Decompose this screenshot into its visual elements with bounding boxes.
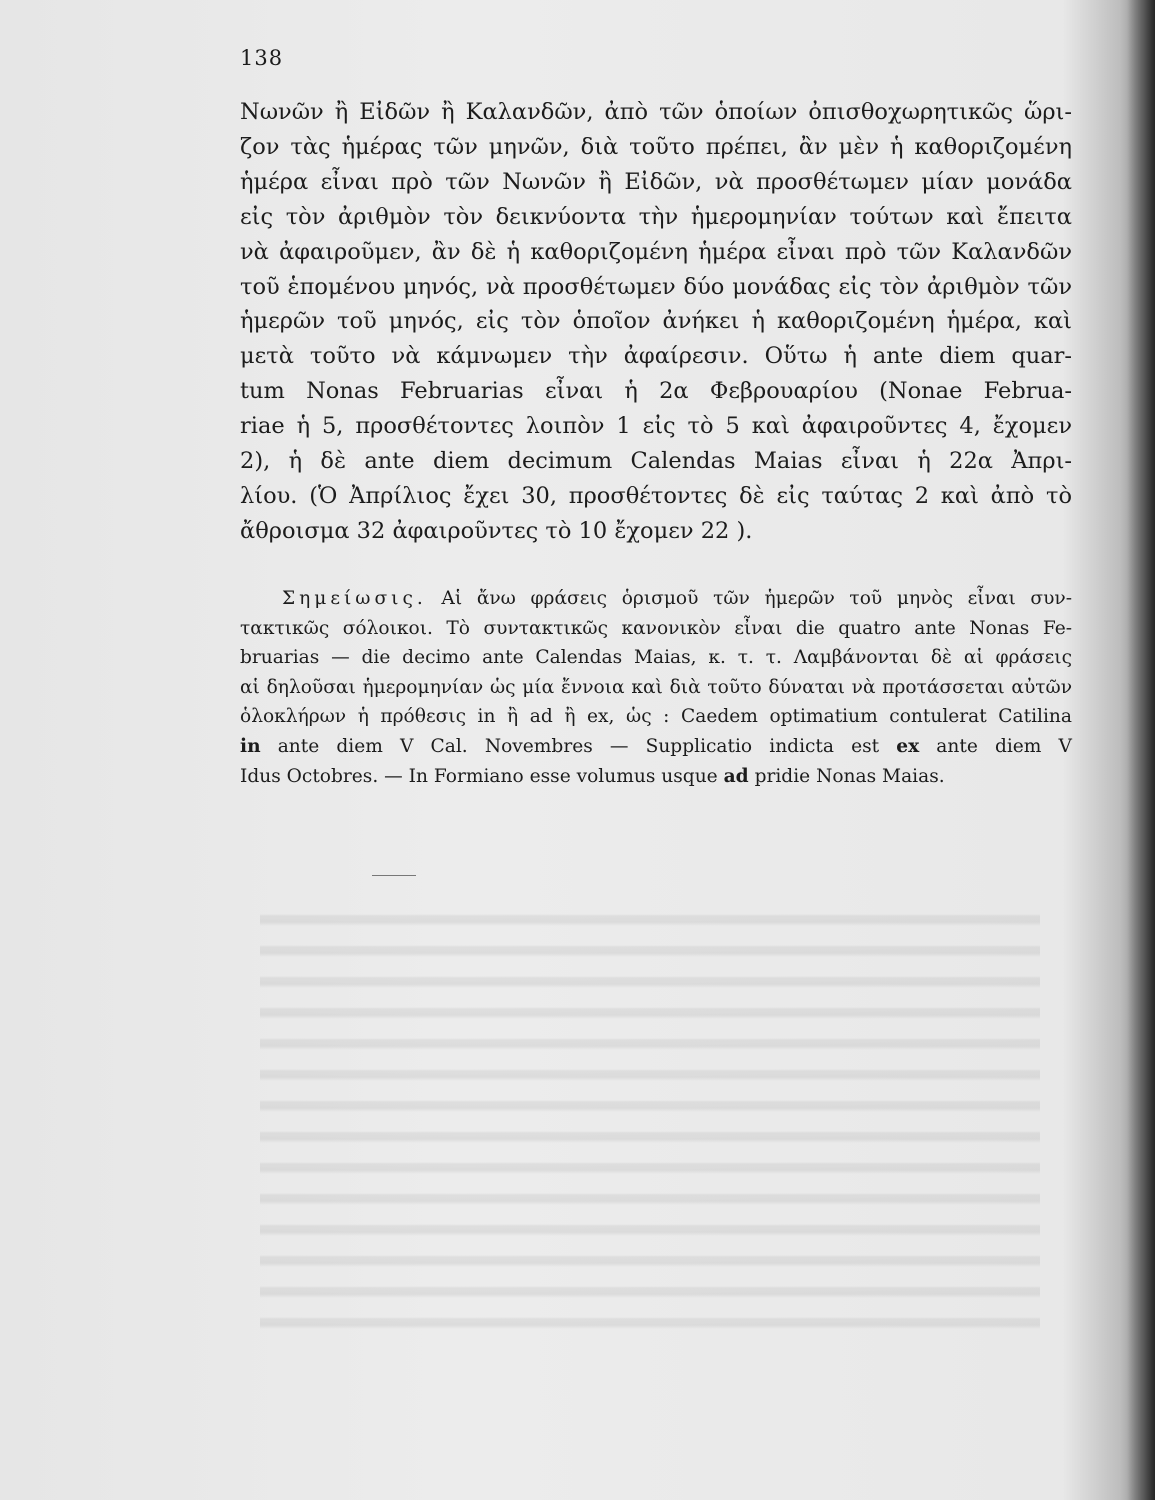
note-text: Αἱ ἄνω φράσεις ὁρισμοῦ τῶν ἡμερῶν τοῦ μηνὸς εἶναι συν- xyxy=(426,588,1072,609)
text-line: Νωνῶν ἢ Εἰδῶν ἢ Καλανδῶν, ἀπὸ τῶν ὁποίων ὀπισθοχωρητικῶς ὥρι- xyxy=(240,99,1072,125)
note-text: ante diem V Cal. Novembres — Supplicatio indicta est xyxy=(260,735,897,757)
note-line xyxy=(240,584,1072,614)
note-line: αἱ δηλοῦσαι ἡμερομηνίαν ὡς μία ἔννοια καὶ διὰ τοῦτο δύναται νὰ προτάσσεται αὐτῶν xyxy=(240,676,1072,698)
text-line: ἡμέρα εἶναι πρὸ τῶν Νωνῶν ἢ Εἰδῶν, νὰ προσθέτωμεν μίαν μονάδα xyxy=(240,168,1072,195)
bold-preposition: ad xyxy=(723,765,749,787)
note-line: τακτικῶς σόλοικοι. Τὸ συντακτικῶς κανονικὸν εἶναι die quatro ante Nonas Fe- xyxy=(240,617,1072,639)
note-paragraph xyxy=(240,584,1072,791)
note-line: ὁλοκλήρων ἡ πρόθεσις in ἢ ad ἢ ex, ὡς : Caedem optimatium contulerat Catilina xyxy=(240,706,1072,728)
text-line: ἡμερῶν τοῦ μηνός, εἰς τὸν ὁποῖον ἀνήκει ἡ καθοριζομένη ἡμέρα, καὶ xyxy=(240,308,1072,335)
note-line xyxy=(240,732,1072,762)
note-line xyxy=(240,762,1072,792)
text-line: ἄθροισμα 32 ἀφαιροῦντες τὸ 10 ἔχομεν 22 ). xyxy=(240,517,753,544)
text-line: μετὰ τοῦτο νὰ κάμνωμεν τὴν ἀφαίρεσιν. Οὕτω ἡ ante diem quar- xyxy=(240,343,1072,370)
note-text: pridie Nonas Maias. xyxy=(748,765,945,787)
text-line: νὰ ἀφαιροῦμεν, ἂν δὲ ἡ καθοριζομένη ἡμέρα εἶναι πρὸ τῶν Καλανδῶν xyxy=(240,238,1072,265)
note-text: ante diem V xyxy=(919,735,1072,757)
text-line: 2), ἡ δὲ ante diem decimum Calendas Maias εἶναι ἡ 22α Ἀπρι- xyxy=(240,448,1072,475)
text-line: tum Nonas Februarias εἶναι ἡ 2α Φεβρουαρίου (Nonae Februa- xyxy=(240,378,1072,405)
text-line: εἰς τὸν ἀριθμὸν τὸν δεικνύοντα τὴν ἡμερομηνίαν τούτων καὶ ἔπειτα xyxy=(240,203,1072,230)
text-line: τοῦ ἑπομένου μηνός, νὰ προσθέτωμεν δύο μονάδας εἰς τὸν ἀριθμὸν τῶν xyxy=(240,273,1072,300)
text-line: ζον τὰς ἡμέρας τῶν μηνῶν, διὰ τοῦτο πρέπει, ἂν μὲν ἡ καθοριζομένη xyxy=(240,133,1072,160)
text-line: λίου. (Ὁ Ἀπρίλιος ἔχει 30, προσθέτοντες δὲ εἰς ταύτας 2 καὶ ἀπὸ τὸ xyxy=(240,482,1072,509)
note-heading: Σημείωσις. xyxy=(282,588,427,609)
section-divider xyxy=(372,875,416,876)
text-line: riae ἡ 5, προσθέτοντες λοιπὸν 1 εἰς τὸ 5 καὶ ἀφαιροῦντες 4, ἔχομεν xyxy=(240,413,1072,440)
bold-preposition: ex xyxy=(896,735,920,757)
page-number: 138 xyxy=(240,46,284,70)
note-line: bruarias — die decimo ante Calendas Maias, κ. τ. τ. Λαμβάνονται δὲ αἱ φράσεις xyxy=(240,647,1072,669)
gutter-shadow xyxy=(1127,0,1155,1500)
note-text: Idus Octobres. — In Formiano esse volumus usque xyxy=(240,765,724,787)
main-paragraph xyxy=(240,95,1072,549)
bleed-through-shadow xyxy=(260,900,1040,1330)
bold-preposition: in xyxy=(240,735,261,757)
